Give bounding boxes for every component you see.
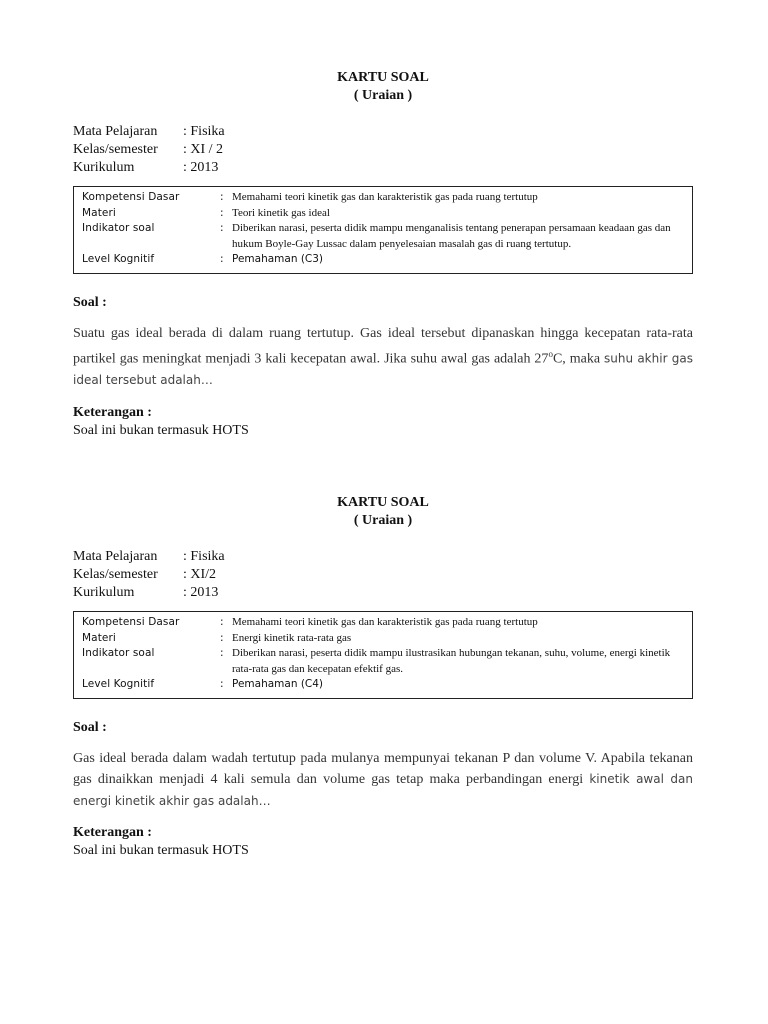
box-colon: :	[220, 616, 224, 628]
soal-heading: Soal :	[73, 719, 107, 735]
meta-label: Kurikulum	[73, 585, 135, 600]
box-label: Materi	[82, 206, 116, 219]
kartu-soal-1	[73, 69, 693, 440]
box-value: Pemahaman (C3)	[232, 253, 324, 265]
box-colon: :	[220, 191, 224, 203]
meta-block	[73, 548, 693, 602]
box-value: Memahami teori kinetik gas dan karakteristik gas pada ruang tertutup	[232, 191, 538, 203]
soal-main: Gas ideal berada dalam wadah tertutup pada mulanya mempunyai tekanan P dan volume V. Apabila tekanan gas dinaikkan menjadi 4 kali semula dan volume gas tetap maka perbandingan energi	[73, 750, 693, 787]
box-value: Energi kinetik rata-rata gas	[232, 631, 352, 644]
box-row-kd	[82, 615, 684, 631]
box-colon: :	[220, 631, 224, 644]
box-label: Materi	[82, 631, 116, 644]
meta-row-subject	[73, 548, 693, 566]
box-value: Memahami teori kinetik gas dan karakteristik gas pada ruang tertutup	[232, 616, 538, 628]
meta-row-subject	[73, 123, 693, 141]
soal-main: Suatu gas ideal berada di dalam ruang tertutup. Gas ideal tersebut dipanaskan hingga kecepatan rata-rata partikel gas meningkat menjadi 3 kali kecepatan awal. Jika suhu awal gas adalah 27	[73, 325, 693, 367]
box-row-materi	[82, 206, 684, 222]
box-colon: :	[220, 678, 224, 690]
superscript: o	[548, 349, 553, 359]
keterangan-heading: Keterangan :	[73, 825, 152, 840]
soal-last-line: kinetik awal dan energi kinetik akhir gas adalah…	[73, 772, 693, 808]
card-title: KARTU SOAL	[337, 495, 429, 510]
card-subtitle: ( Uraian )	[353, 513, 413, 528]
box-colon: :	[220, 647, 224, 659]
meta-label: Kurikulum	[73, 160, 135, 175]
box-row-materi	[82, 631, 684, 647]
meta-label: Kelas/semester	[73, 567, 158, 582]
box-value: Diberikan narasi, peserta didik mampu menganalisis tentang penerapan persamaan keadaan gas dan hukum Boyle-Gay Lussac dalam penyelesaian masalah gas di ruang tertutup.	[232, 222, 671, 250]
meta-value: : Fisika	[183, 124, 225, 139]
box-label: Kompetensi Dasar	[82, 191, 180, 203]
box-row-level	[82, 252, 684, 268]
meta-value: : 2013	[183, 160, 219, 175]
box-row-kd	[82, 190, 684, 206]
meta-value: : 2013	[183, 585, 219, 600]
keterangan-text: Soal ini bukan termasuk HOTS	[73, 422, 249, 438]
meta-value: : Fisika	[183, 549, 225, 564]
box-label: Level Kognitif	[82, 253, 155, 265]
soal-text	[73, 749, 693, 813]
soal-last-line: suhu akhir gas ideal tersebut adalah…	[73, 351, 693, 388]
card-subtitle: ( Uraian )	[353, 88, 413, 103]
soal-heading: Soal :	[73, 294, 107, 310]
box-colon: :	[220, 206, 224, 219]
meta-value: : XI / 2	[183, 142, 224, 157]
meta-block	[73, 123, 693, 177]
meta-label: Mata Pelajaran	[73, 124, 158, 139]
soal-text	[73, 324, 693, 392]
meta-label: Kelas/semester	[73, 142, 158, 157]
soal-after-sup: C, maka	[552, 351, 604, 367]
keterangan-text: Soal ini bukan termasuk HOTS	[73, 843, 249, 858]
meta-label: Mata Pelajaran	[73, 549, 158, 564]
box-row-indikator	[82, 221, 684, 252]
box-value: Teori kinetik gas ideal	[232, 206, 330, 219]
box-label: Indikator soal	[82, 647, 155, 659]
meta-row-curriculum	[73, 159, 693, 177]
competency-box	[73, 186, 693, 274]
box-value: Diberikan narasi, peserta didik mampu ilustrasikan hubungan tekanan, suhu, volume, energi kinetik rata-rata gas dan kecepatan efektif gas.	[232, 647, 671, 675]
box-label: Level Kognitif	[82, 678, 155, 690]
meta-row-curriculum	[73, 584, 693, 602]
keterangan-heading: Keterangan :	[73, 404, 152, 420]
box-colon: :	[220, 253, 224, 265]
box-row-indikator	[82, 646, 684, 677]
kartu-soal-2	[73, 494, 693, 860]
box-label: Indikator soal	[82, 222, 155, 234]
box-colon: :	[220, 222, 224, 234]
competency-box	[73, 611, 693, 699]
card-title: KARTU SOAL	[337, 70, 429, 85]
meta-row-class	[73, 566, 693, 584]
box-row-level	[82, 677, 684, 693]
meta-value: : XI/2	[183, 567, 217, 582]
box-value: Pemahaman (C4)	[232, 678, 324, 690]
box-label: Kompetensi Dasar	[82, 616, 180, 628]
meta-row-class	[73, 141, 693, 159]
